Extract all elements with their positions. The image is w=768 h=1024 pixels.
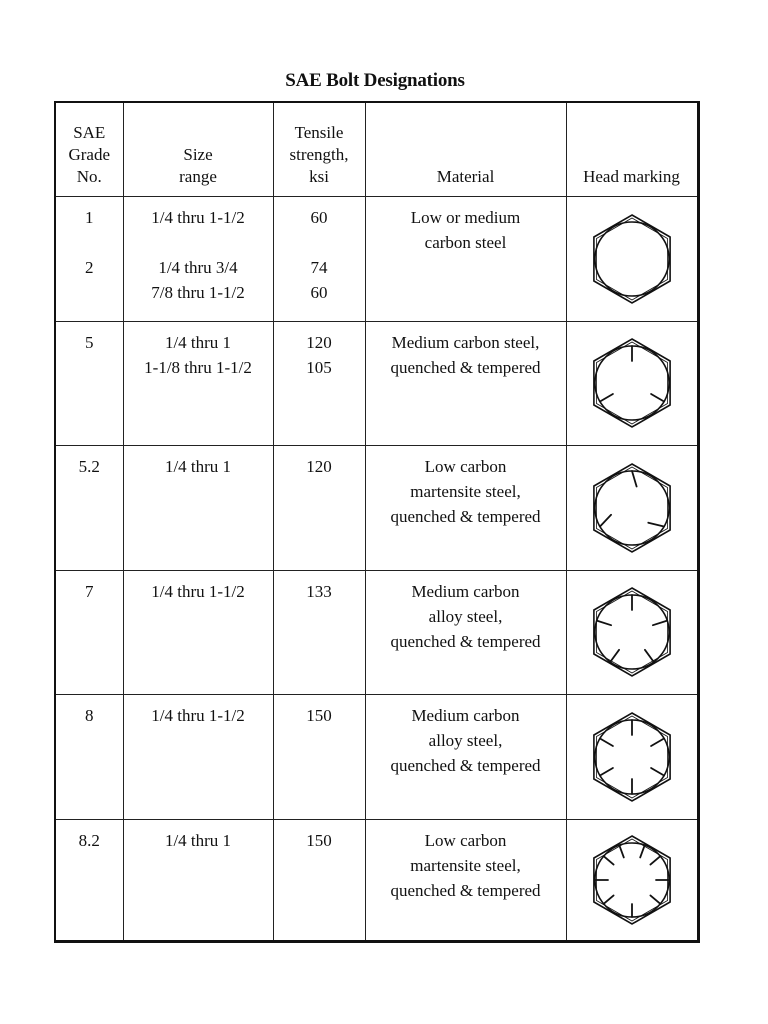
material-value: carbon steel bbox=[424, 232, 507, 252]
table-row bbox=[55, 445, 698, 570]
head-marking-cell bbox=[566, 196, 698, 321]
tensile-value: 60 bbox=[310, 207, 328, 227]
radial-mark bbox=[651, 394, 664, 402]
header-grade-line: No. bbox=[76, 166, 102, 186]
hex-head-sunburst-lines-icon bbox=[584, 830, 680, 930]
material-cell bbox=[365, 196, 566, 321]
radial-mark bbox=[596, 621, 610, 626]
head-marking-cell bbox=[566, 694, 698, 819]
radial-mark bbox=[640, 845, 645, 857]
grade-value: 5 bbox=[85, 332, 94, 352]
material-value: quenched & tempered bbox=[390, 631, 541, 651]
page-title: SAE Bolt Designations bbox=[285, 70, 465, 91]
tensile-cell bbox=[273, 196, 365, 321]
radial-mark bbox=[600, 514, 611, 526]
material-value: quenched & tempered bbox=[390, 357, 541, 377]
hex-head-3-lines-icon bbox=[584, 333, 680, 433]
grade-cell bbox=[55, 445, 123, 570]
header-tensile-line: Tensile bbox=[294, 122, 344, 142]
header-size-line: Size bbox=[183, 144, 213, 164]
tensile-value: 133 bbox=[306, 581, 332, 601]
tensile-cell bbox=[273, 819, 365, 941]
material-value: quenched & tempered bbox=[390, 506, 541, 526]
radial-mark bbox=[650, 895, 660, 903]
size-cell bbox=[123, 196, 273, 321]
grade-cell bbox=[55, 694, 123, 819]
material-cell bbox=[365, 694, 566, 819]
radial-mark bbox=[619, 845, 624, 857]
material-value: Low or medium bbox=[410, 207, 521, 227]
table-row bbox=[55, 196, 698, 321]
radial-mark bbox=[644, 650, 653, 662]
header-size bbox=[123, 102, 273, 196]
grade-value: 8.2 bbox=[78, 830, 100, 850]
size-value: 1/4 thru 1 bbox=[164, 332, 232, 352]
material-value: Low carbon bbox=[424, 456, 507, 476]
header-size-line: range bbox=[179, 166, 217, 186]
size-value: 7/8 thru 1-1/2 bbox=[151, 282, 245, 302]
radial-mark bbox=[652, 621, 666, 626]
radial-mark bbox=[600, 394, 613, 402]
tensile-value: 150 bbox=[306, 830, 332, 850]
hex-head-no-marks-icon bbox=[584, 209, 680, 309]
tensile-value: 74 bbox=[310, 257, 328, 277]
size-cell bbox=[123, 570, 273, 694]
radial-mark bbox=[603, 856, 613, 864]
header-grade bbox=[55, 102, 123, 196]
tensile-value: 120 bbox=[306, 456, 332, 476]
hex-head-3-slanted-lines-icon bbox=[584, 458, 680, 558]
material-value: Medium carbon bbox=[411, 581, 520, 601]
grade-value: 5.2 bbox=[78, 456, 100, 476]
material-value: martensite steel, bbox=[410, 855, 521, 875]
grade-value: 8 bbox=[85, 705, 94, 725]
sae-bolt-table bbox=[54, 101, 700, 943]
material-cell bbox=[365, 321, 566, 445]
hex-head-5-lines-icon bbox=[584, 582, 680, 682]
material-value: Medium carbon steel, bbox=[391, 332, 540, 352]
size-cell bbox=[123, 445, 273, 570]
grade-value: 2 bbox=[85, 257, 94, 277]
grade-value: 7 bbox=[85, 581, 94, 601]
header-tensile-line: strength, bbox=[289, 144, 349, 164]
radial-mark bbox=[632, 471, 637, 487]
tensile-cell bbox=[273, 321, 365, 445]
grade-cell bbox=[55, 321, 123, 445]
table-row bbox=[55, 819, 698, 941]
material-value: quenched & tempered bbox=[390, 755, 541, 775]
tensile-cell bbox=[273, 445, 365, 570]
tensile-value: 60 bbox=[310, 282, 328, 302]
header-marking bbox=[566, 102, 698, 196]
material-value: alloy steel, bbox=[428, 606, 503, 626]
size-value: 1/4 thru 1-1/2 bbox=[151, 207, 245, 227]
head-marking-cell bbox=[566, 445, 698, 570]
material-cell bbox=[365, 570, 566, 694]
radial-mark bbox=[651, 738, 664, 746]
radial-mark bbox=[600, 768, 613, 776]
material-value: alloy steel, bbox=[428, 730, 503, 750]
table-row bbox=[55, 694, 698, 819]
tensile-value: 105 bbox=[306, 357, 332, 377]
grade-cell bbox=[55, 196, 123, 321]
radial-mark bbox=[610, 650, 619, 662]
radial-mark bbox=[650, 856, 660, 864]
grade-cell bbox=[55, 570, 123, 694]
tensile-cell bbox=[273, 694, 365, 819]
material-value: Medium carbon bbox=[411, 705, 520, 725]
radial-mark bbox=[651, 768, 664, 776]
tensile-value: 150 bbox=[306, 705, 332, 725]
table-row bbox=[55, 570, 698, 694]
size-cell bbox=[123, 819, 273, 941]
header-tensile-line: ksi bbox=[309, 166, 329, 186]
head-marking-cell bbox=[566, 321, 698, 445]
size-cell bbox=[123, 321, 273, 445]
header-tensile bbox=[273, 102, 365, 196]
size-value: 1/4 thru 3/4 bbox=[158, 257, 238, 277]
size-value: 1/4 thru 1-1/2 bbox=[151, 705, 245, 725]
material-cell bbox=[365, 445, 566, 570]
material-cell bbox=[365, 819, 566, 941]
material-value: martensite steel, bbox=[410, 481, 521, 501]
head-marking-cell bbox=[566, 819, 698, 941]
radial-mark bbox=[600, 738, 613, 746]
header-grade-line: Grade bbox=[68, 144, 111, 164]
header-material-line: Material bbox=[436, 166, 495, 186]
size-cell bbox=[123, 694, 273, 819]
grade-value: 1 bbox=[85, 207, 94, 227]
hex-head-6-lines-icon bbox=[584, 707, 680, 807]
header-marking-line: Head marking bbox=[583, 166, 680, 186]
header-grade-line: SAE bbox=[73, 122, 106, 142]
tensile-value: 120 bbox=[306, 332, 332, 352]
size-value: 1-1/8 thru 1-1/2 bbox=[144, 357, 252, 377]
grade-cell bbox=[55, 819, 123, 941]
head-marking-cell bbox=[566, 570, 698, 694]
size-value: 1/4 thru 1-1/2 bbox=[151, 581, 245, 601]
header-material bbox=[365, 102, 566, 196]
size-value: 1/4 thru 1 bbox=[164, 456, 232, 476]
radial-mark bbox=[648, 522, 664, 526]
radial-mark bbox=[603, 895, 613, 903]
material-value: Low carbon bbox=[424, 830, 507, 850]
size-value: 1/4 thru 1 bbox=[164, 830, 232, 850]
header-row bbox=[55, 102, 698, 196]
material-value: quenched & tempered bbox=[390, 880, 541, 900]
table-row bbox=[55, 321, 698, 445]
tensile-cell bbox=[273, 570, 365, 694]
